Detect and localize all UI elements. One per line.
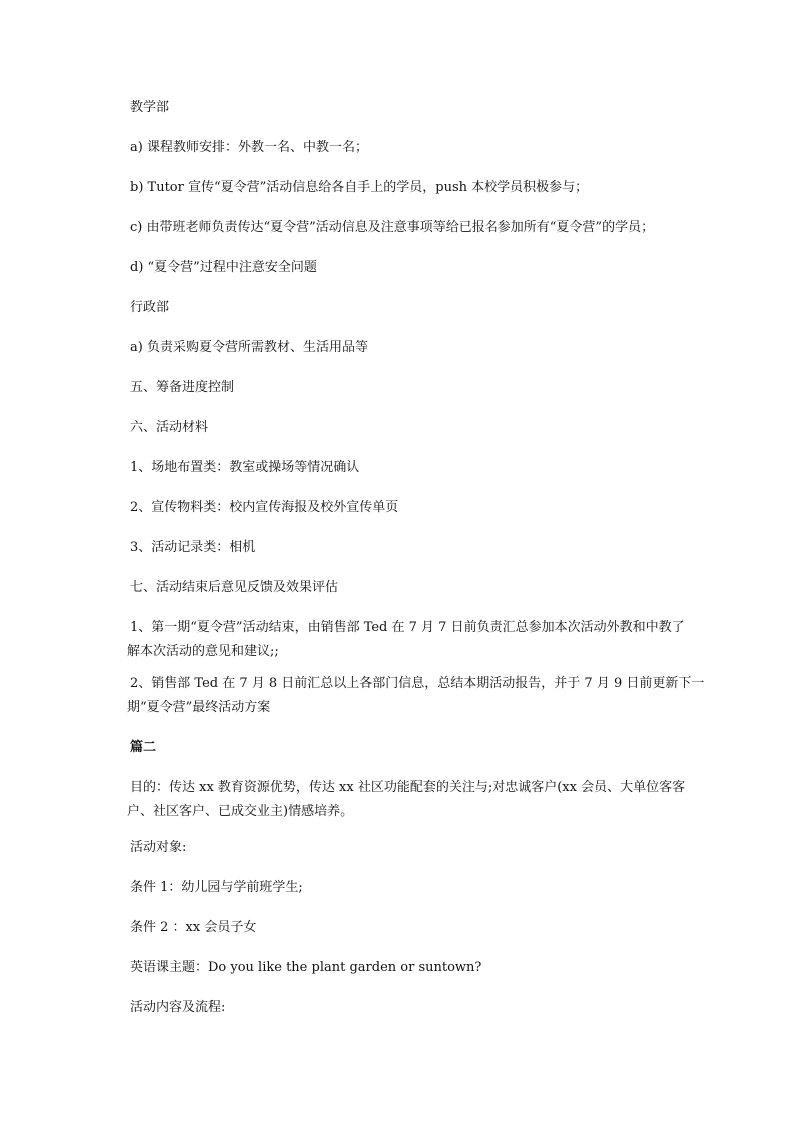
material-item-1: 1、场地布置类：教室或操场等情况确认 <box>130 460 360 475</box>
goal-line-1: 目的：传达 xx 教育资源优势，传达 xx 社区功能配套的关注与;对忠诚客户(xx 会员、大单位客客 <box>130 780 686 795</box>
condition-2: 条件 2 ：xx 会员子女 <box>130 920 257 935</box>
feedback-paragraph-2 <box>127 672 742 720</box>
section-teaching-heading: 教学部 <box>130 100 170 115</box>
admin-item-a: a) 负责采购夏令营所需教材、生活用品等 <box>130 340 368 355</box>
feedback-paragraph-1 <box>127 616 742 664</box>
teaching-item-d: d) “夏令营”过程中注意安全问题 <box>130 260 317 275</box>
part-two-title: 篇二 <box>130 740 157 755</box>
teaching-item-a: a) 课程教师安排：外教一名、中教一名； <box>130 140 368 155</box>
condition-1: 条件 1：幼儿园与学前班学生; <box>130 880 303 895</box>
material-item-3: 3、活动记录类：相机 <box>130 540 256 555</box>
material-item-2: 2、宣传物料类：校内宣传海报及校外宣传单页 <box>130 500 399 515</box>
english-theme: 英语课主题：Do you like the plant garden or suntown? <box>130 960 482 975</box>
content-label: 活动内容及流程: <box>130 1000 226 1015</box>
heading-feedback: 七、活动结束后意见反馈及效果评估 <box>130 580 339 595</box>
teaching-item-b: b) Tutor 宣传“夏令营”活动信息给各自手上的学员，push 本校学员积极参与； <box>130 180 589 195</box>
feedback-2-line-2: 期“夏令营”最终活动方案 <box>127 700 271 715</box>
teaching-item-c: c) 由带班老师负责传达“夏令营”活动信息及注意事项等给已报名参加所有“夏令营”的学员； <box>130 220 655 235</box>
feedback-2-line-1: 2、销售部 Ted 在 7 月 8 日前汇总以上各部门信息，总结本期活动报告，并于 7 月 9 日前更新下一 <box>130 676 705 691</box>
audience-label: 活动对象: <box>130 840 187 855</box>
goal-line-2: 户、社区客户、已成交业主)情感培养。 <box>127 804 354 819</box>
feedback-1-line-2: 解本次活动的意见和建议;; <box>127 644 279 659</box>
heading-progress-control: 五、筹备进度控制 <box>130 380 235 395</box>
heading-materials: 六、活动材料 <box>130 420 209 435</box>
section-admin-heading: 行政部 <box>130 300 170 315</box>
feedback-1-line-1: 1、第一期“夏令营”活动结束，由销售部 Ted 在 7 月 7 日前负责汇总参加本次活动外教和中教了 <box>130 620 685 635</box>
goal-paragraph <box>127 776 742 824</box>
